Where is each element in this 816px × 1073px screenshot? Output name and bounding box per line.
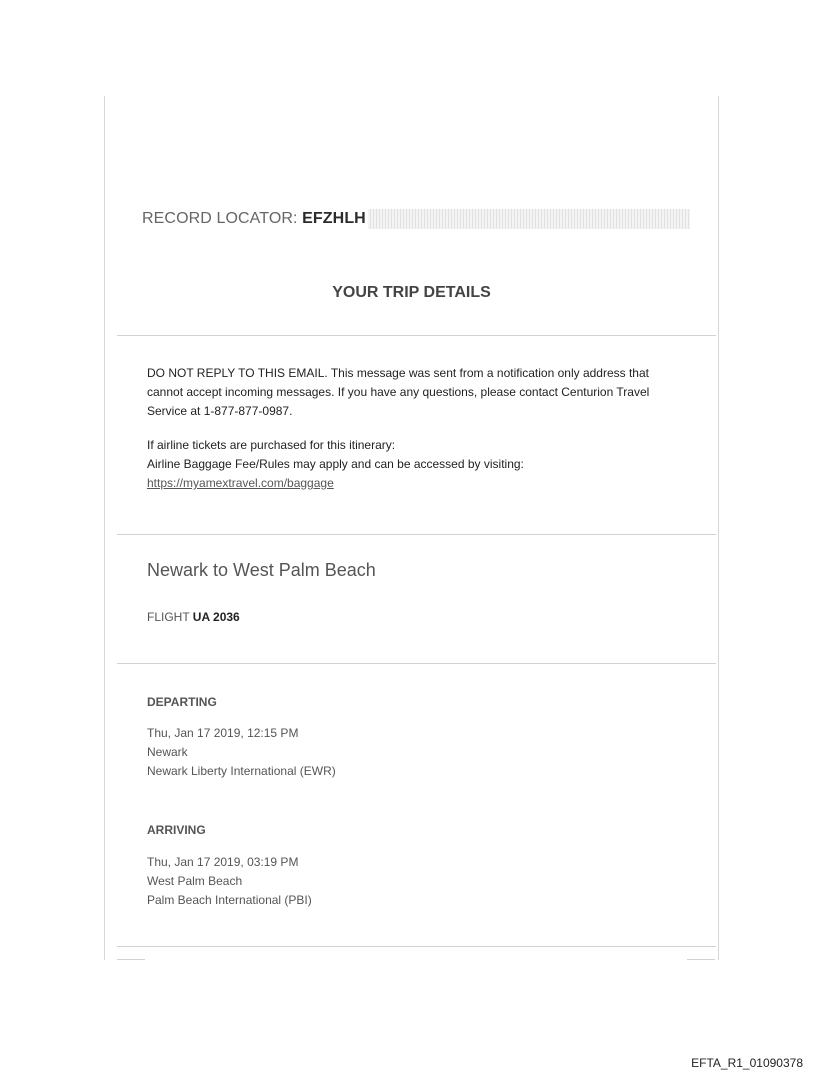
departing-datetime: Thu, Jan 17 2019, 12:15 PM bbox=[147, 726, 299, 740]
baggage-line: Airline Baggage Fee/Rules may apply and can be accessed by visiting: bbox=[147, 457, 524, 471]
divider bbox=[117, 335, 716, 336]
divider bbox=[117, 663, 716, 664]
corner-mark bbox=[117, 959, 145, 960]
corner-mark bbox=[687, 959, 715, 960]
departing-airport: Newark Liberty International (EWR) bbox=[147, 764, 336, 778]
tickets-line: If airline tickets are purchased for this itinerary: bbox=[147, 438, 396, 452]
departing-label: DEPARTING bbox=[147, 695, 217, 709]
trip-details-title: YOUR TRIP DETAILS bbox=[332, 284, 491, 301]
flight-label: FLIGHT bbox=[147, 610, 190, 624]
flight-number: UA 2036 bbox=[192, 610, 240, 624]
divider bbox=[117, 946, 716, 947]
record-locator-label: RECORD LOCATOR: bbox=[142, 210, 298, 227]
baggage-link[interactable]: https://myamextravel.com/baggage bbox=[147, 476, 334, 490]
arriving-city: West Palm Beach bbox=[147, 874, 243, 888]
record-locator bbox=[142, 209, 368, 229]
flight-info bbox=[147, 610, 240, 624]
document-id: EFTA_R1_01090378 bbox=[691, 1056, 803, 1070]
do-not-reply-notice: DO NOT REPLY TO THIS EMAIL. This message was sent from a notification only address that cannot accept incoming messages. If you have any questions, please contact Centurion Travel Service at 1-877-877-0987. bbox=[147, 366, 650, 418]
arriving-airport: Palm Beach International (PBI) bbox=[147, 893, 312, 907]
departing-city: Newark bbox=[147, 745, 188, 759]
divider bbox=[117, 534, 716, 535]
departing-details bbox=[147, 724, 336, 781]
route-title: Newark to West Palm Beach bbox=[147, 560, 376, 580]
arriving-details bbox=[147, 853, 312, 910]
arriving-label: ARRIVING bbox=[147, 823, 206, 837]
arriving-datetime: Thu, Jan 17 2019, 03:19 PM bbox=[147, 855, 299, 869]
record-locator-bar bbox=[142, 209, 690, 229]
record-locator-code: EFZHLH bbox=[302, 210, 366, 227]
notice-block bbox=[147, 364, 687, 493]
